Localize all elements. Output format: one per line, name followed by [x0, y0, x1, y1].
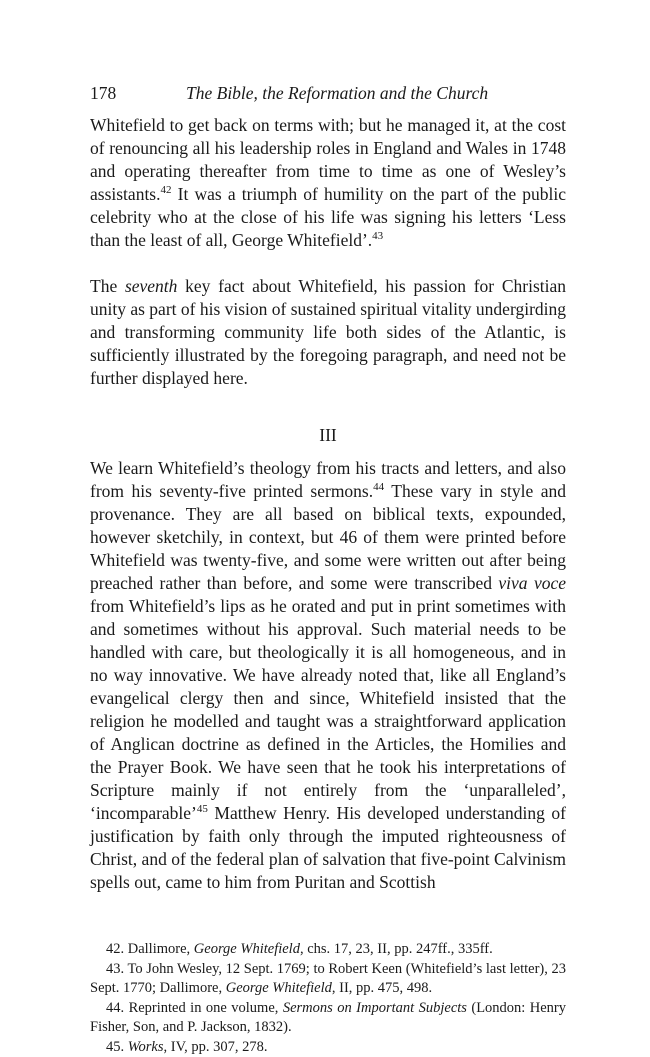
paragraph-3-text-a: We learn Whitefield’s theology from his tracts and letters, and also from his seventy-five printed sermons. — [90, 458, 566, 501]
paragraph-3-emphasis: viva voce — [498, 573, 566, 593]
paragraph-2-text-b: key fact about Whitefield, his passion for Christian unity as part of his vision of sustained spiritual vitality undergirding and transforming community life both sides of the Atlantic, is sufficiently illustrated by the foregoing paragraph, and need not be further displayed here. — [90, 276, 566, 388]
paragraph-3-text-d: Matthew Henry. His developed understanding of justification by faith only through the imputed righteousness of Christ, and of the federal plan of salvation that five-point Calvinism spells out, came to him from Puritan and Scottish — [90, 803, 566, 892]
footnote-text: , IV, pp. 307, 278. — [163, 1039, 267, 1055]
footnote-text: , chs. 17, 23, II, pp. 247ff., 335ff. — [300, 941, 493, 957]
section-heading: III — [90, 424, 566, 447]
footnote-number: 45. — [90, 1038, 124, 1057]
footnote-text: Dallimore, — [124, 941, 194, 957]
paragraph-2-emphasis: seventh — [125, 276, 177, 296]
paragraph-1-text-b: It was a triumph of humility on the part of the public celebrity who at the close of his life was signing his letters ‘Less than the least of all, George Whitefield’. — [90, 184, 566, 250]
paragraph-2 — [90, 275, 566, 390]
footnote-ref-44[interactable]: 44 — [373, 481, 384, 493]
footnote-text: To John Wesley, 12 Sept. 1769; to Robert Keen (Whitefield’s last letter), 23 Sept. 1770; Dallimore, — [90, 961, 566, 997]
footnote-45 — [90, 1038, 566, 1057]
footnote-title: Works — [128, 1039, 164, 1055]
footnote-number: 43. — [90, 960, 124, 980]
running-head — [90, 80, 566, 106]
footnote-ref-43[interactable]: 43 — [372, 230, 383, 242]
paragraph-3-text-c: from Whitefield’s lips as he orated and put in print sometimes with and sometimes without his approval. Such material needs to be handled with care, but theologically it is all homogeneous, and in no way innovative. We have already noted that, like all England’s evangelical clergy then and since, Whitefield insisted that the religion he modelled and taught was a straightforward application of Anglican doctrine as defined in the Articles, the Homilies and the Prayer Book. We have seen that he took his interpretations of Scripture mainly if not entirely from the ‘unparalleled’, ‘incomparable’ — [90, 596, 566, 823]
page-number: 178 — [90, 80, 116, 106]
footnote-43 — [90, 960, 566, 999]
paragraph-3 — [90, 457, 566, 894]
footnote-number: 42. — [90, 940, 124, 960]
footnote-44 — [90, 999, 566, 1038]
footnote-text: (London: Henry Fisher, Son, and P. Jackson, 1832). — [90, 1000, 566, 1036]
footnote-title: George Whitefield — [194, 941, 300, 957]
book-page — [90, 80, 566, 1057]
footnote-title: George Whitefield — [226, 980, 332, 996]
footnote-title: Sermons on Important Subjects — [283, 1000, 467, 1016]
footnotes — [90, 940, 566, 1057]
footnote-text: Reprinted in one volume, — [124, 1000, 283, 1016]
paragraph-1 — [90, 114, 566, 252]
footnote-42 — [90, 940, 566, 960]
footnote-ref-42[interactable]: 42 — [161, 184, 172, 196]
footnote-number: 44. — [90, 999, 124, 1019]
paragraph-3-text-b: These vary in style and provenance. They are all based on biblical texts, expounded, however sketchily, in context, but 46 of them were printed before Whitefield was twenty-five, and some were written out after being preached rather than before, and some were transcribed — [90, 481, 566, 593]
paragraph-2-text-a: The — [90, 276, 125, 296]
running-title: The Bible, the Reformation and the Church — [186, 80, 488, 106]
paragraph-1-text-a: Whitefield to get back on terms with; but he managed it, at the cost of renouncing all his leadership roles in England and Wales in 1748 and operating thereafter from time to time as one of Wesley’s assistants. — [90, 115, 566, 204]
footnote-text: , II, pp. 475, 498. — [332, 980, 432, 996]
footnote-ref-45[interactable]: 45 — [197, 803, 208, 815]
